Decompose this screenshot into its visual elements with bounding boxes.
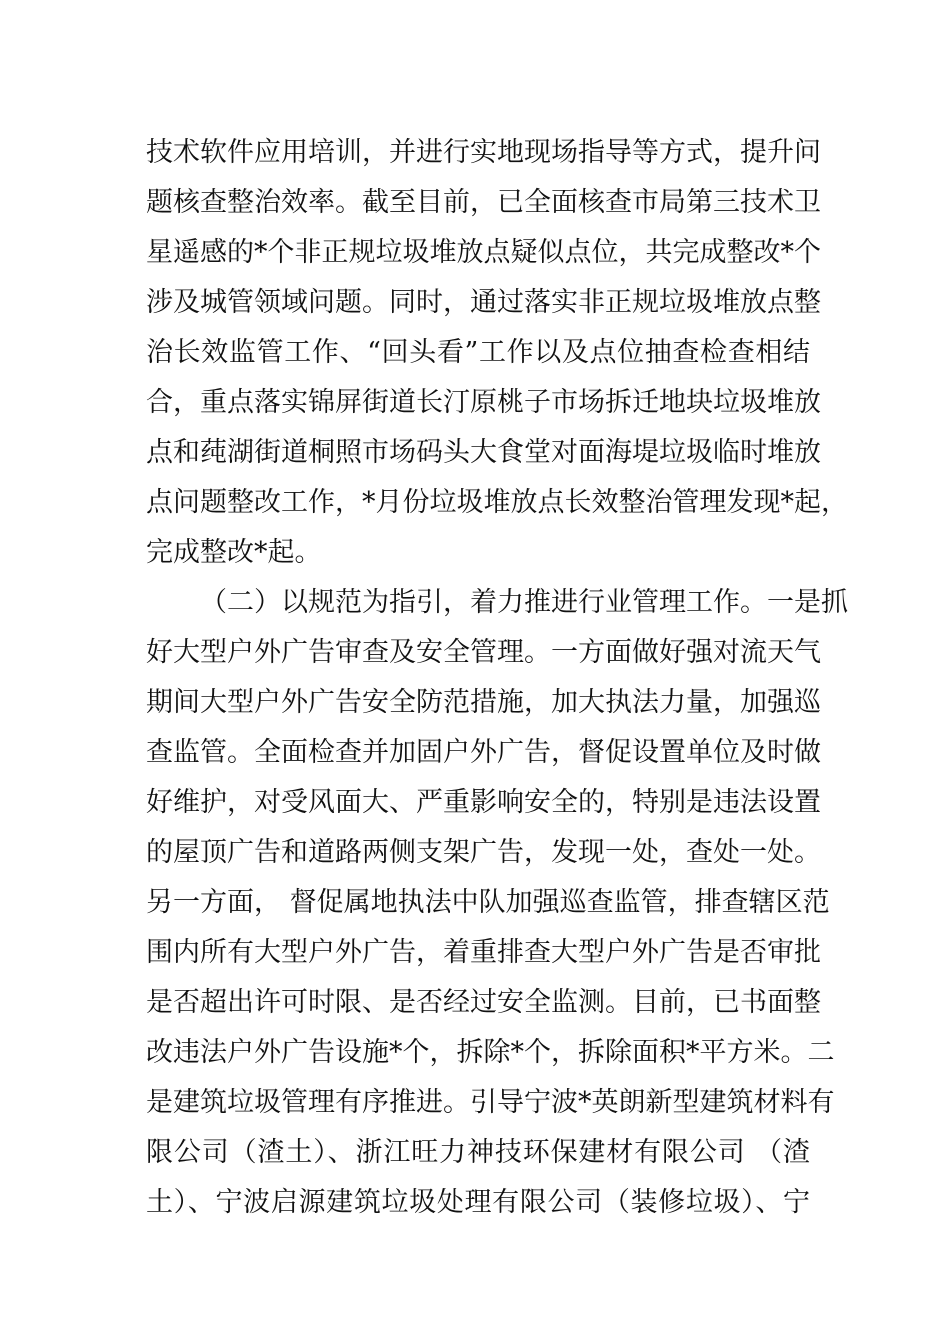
text-line: 改违法户外广告设施*个，拆除*个，拆除面积*平方米。二 [146, 1037, 835, 1068]
text-line: 星遥感的*个非正规垃圾堆放点疑似点位，共完成整改*个 [146, 237, 821, 268]
text-line: 好大型户外广告审查及安全管理。一方面做好强对流天气 [146, 637, 821, 668]
text-line: 的屋顶广告和道路两侧支架广告，发现一处，查处一处。 [146, 837, 821, 868]
text-line: 是建筑垃圾管理有序推进。引导宁波*英朗新型建筑材料有 [146, 1087, 835, 1118]
paragraph-1 [146, 128, 848, 578]
text-line-indented: （二）以规范为指引，着力推进行业管理工作。一是抓 [200, 587, 848, 618]
paragraph-2 [146, 578, 848, 1228]
text-line: 技术软件应用培训，并进行实地现场指导等方式，提升问 [146, 137, 821, 168]
text-line: 查监管。全面检查并加固户外广告，督促设置单位及时做 [146, 737, 821, 768]
text-line: 限公司（渣土）、浙江旺力神技环保建材有限公司 （渣 [146, 1137, 810, 1168]
document-body [146, 128, 848, 1228]
text-line: 合，重点落实锦屏街道长汀原桃子市场拆迁地块垃圾堆放 [146, 387, 821, 418]
text-line-last: 完成整改*起。 [146, 537, 322, 568]
text-line: 是否超出许可时限、是否经过安全监测。目前，已书面整 [146, 987, 821, 1018]
text-line: 题核查整治效率。截至目前，已全面核查市局第三技术卫 [146, 187, 821, 218]
text-line: 期间大型户外广告安全防范措施，加大执法力量，加强巡 [146, 687, 821, 718]
text-line: 点和莼湖街道桐照市场码头大食堂对面海堤垃圾临时堆放 [146, 437, 821, 468]
text-line: 另一方面， 督促属地执法中队加强巡查监管，排查辖区范 [146, 887, 830, 918]
text-line: 治长效监管工作、“回头看”工作以及点位抽查检查相结 [146, 337, 810, 368]
text-line: 围内所有大型户外广告，着重排查大型户外广告是否审批 [146, 937, 821, 968]
text-line: 涉及城管领域问题。同时，通过落实非正规垃圾堆放点整 [146, 287, 821, 318]
text-line: 好维护，对受风面大、严重影响安全的，特别是违法设置 [146, 787, 821, 818]
text-line: 土）、宁波启源建筑垃圾处理有限公司（装修垃圾）、宁 [146, 1187, 810, 1218]
text-line: 点问题整改工作，*月份垃圾堆放点长效整治管理发现*起， [146, 487, 848, 518]
